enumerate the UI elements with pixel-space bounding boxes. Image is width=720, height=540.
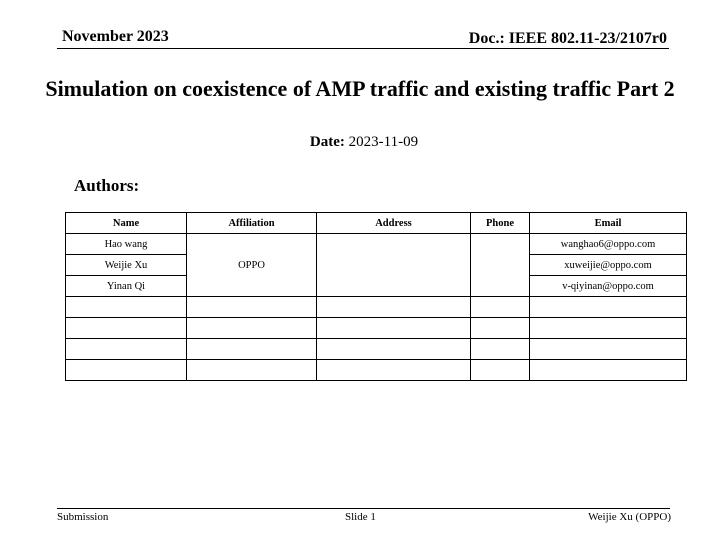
header-rule	[57, 48, 669, 49]
header-doc-id: Doc.: IEEE 802.11-23/2107r0	[468, 30, 667, 47]
footer-submission: Submission	[57, 511, 109, 523]
authors-table	[65, 212, 687, 381]
slide-title: Simulation on coexistence of AMP traffic and existing traffic Part 2	[45, 76, 675, 101]
col-header-email: Email	[530, 213, 687, 234]
date-label: Date:	[309, 134, 345, 150]
col-header-phone: Phone	[471, 213, 530, 234]
date-value: 2023-11-09	[348, 134, 419, 150]
col-header-address: Address	[317, 213, 471, 234]
cell-affiliation: OPPO	[187, 234, 317, 297]
table-row-empty	[66, 339, 687, 360]
cell-name: Weijie Xu	[66, 255, 187, 276]
cell-phone	[471, 234, 530, 297]
table-row	[66, 234, 687, 255]
cell-email: wanghao6@oppo.com	[530, 234, 687, 255]
col-header-affiliation: Affiliation	[187, 213, 317, 234]
footer-author: Weijie Xu (OPPO)	[588, 511, 671, 523]
cell-name: Hao wang	[66, 234, 187, 255]
table-row-empty	[66, 318, 687, 339]
cell-email: v-qiyinan@oppo.com	[530, 276, 687, 297]
footer-rule	[57, 508, 670, 509]
table-row-empty	[66, 297, 687, 318]
cell-email: xuweijie@oppo.com	[530, 255, 687, 276]
header-date: November 2023	[62, 28, 169, 45]
authors-heading: Authors:	[74, 176, 140, 195]
footer-slide-number: Slide 1	[345, 511, 376, 523]
table-row-empty	[66, 360, 687, 381]
table-header-row	[66, 213, 687, 234]
date-line	[0, 134, 720, 151]
cell-address	[317, 234, 471, 297]
cell-name: Yinan Qi	[66, 276, 187, 297]
col-header-name: Name	[66, 213, 187, 234]
